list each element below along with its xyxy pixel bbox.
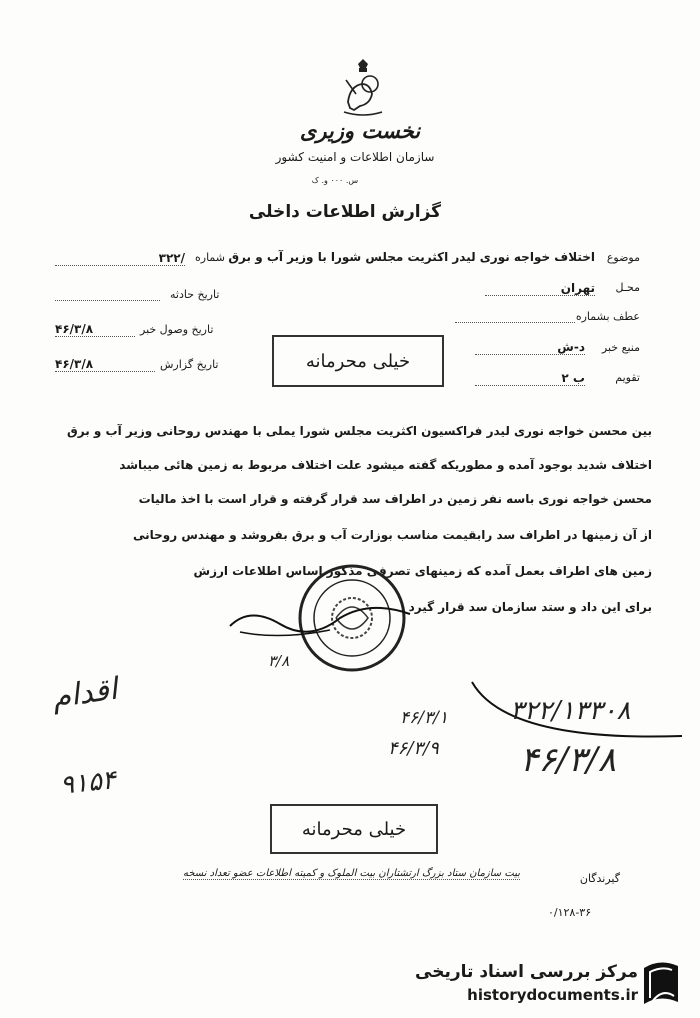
reference-label: عطف بشماره [575, 310, 640, 323]
number-value: ۳۲۲/ [55, 251, 185, 266]
lion-and-sun-crest-icon [340, 58, 386, 118]
recipients-label: گیرندگان [579, 872, 620, 885]
margin-note-top: اقدام [49, 671, 120, 716]
classification-stamp-bottom: خیلی محرمانه [270, 804, 438, 854]
margin-note-bottom: ۹۱۵۴ [58, 765, 118, 801]
subject-value: اختلاف خواجه نوری لیدر اکثریت مجلس شورا با وزیر آب و برق [228, 250, 595, 264]
report-date-value: ۴۶/۳/۸ [55, 357, 155, 372]
receipt-date-label: تاریخ وصول خبر [140, 323, 214, 336]
form-code: ۰/۱۲۸-۳۶ [548, 906, 592, 919]
org-subtitle: سازمان اطلاعات و امنیت کشور [275, 150, 435, 164]
org-title: نخست وزیری [299, 118, 421, 143]
receipt-date-value: ۴۶/۳/۸ [55, 322, 135, 337]
reference-value-line [455, 322, 575, 323]
subject-label: موضوع [606, 251, 640, 264]
location-value: تهران [485, 281, 595, 296]
date-small-top: ۴۶/۳/۱ [400, 708, 448, 728]
signature-scribble [220, 596, 420, 646]
body-line: برای این داد و ستد سازمان سد قرار گیرد [408, 600, 652, 614]
brand-url: historydocuments.ir [467, 986, 638, 1004]
number-label: شماره [195, 251, 226, 264]
archive-number: ۳۲۲/۱۳۳۰۸ [510, 696, 631, 726]
date-small-bottom: ۴۶/۳/۹ [388, 738, 439, 759]
body-line: محسن خواجه نوری باسه نفر زمین در اطراف سد قرار گرفته و قرار است با اخذ مالیات [138, 492, 652, 506]
recipients-text: بیت سازمان ستاد بزرگ ارتشتاران بیت الملوک و کمیته اطلاعات عضو تعداد نسخه [182, 868, 520, 879]
location-label: محـل [615, 281, 640, 294]
rating-value: ب ۲ [475, 371, 585, 386]
body-line: بین محسن خواجه نوری لیدر فراکسیون اکثریت مجلس شورا یملی با مهندس روحانی وزیر آب و برق [67, 424, 652, 438]
body-line: زمین های اطراف بعمل آمده که زمینهای تصرفی مذکور اساس اطلاعات ارزش [193, 564, 652, 578]
classification-stamp: خیلی محرمانه [272, 335, 444, 387]
body-line: از آن زمینها در اطراف سد رابقیمت مناسب بوزارت آب و برق بفروشد و مهندس روحانی [133, 528, 652, 542]
source-value: د-ش [475, 340, 585, 355]
rating-label: تقویم [615, 371, 640, 384]
date-large: ۴۶/۳/۸ [520, 740, 616, 780]
org-code: س. ۰۰۰ و. ک [311, 176, 359, 185]
report-date-label: تاریخ گزارش [160, 358, 219, 371]
history-documents-logo-icon [640, 958, 682, 1010]
incident-date-label: تاریخ حادثه [170, 288, 220, 301]
brand-name: مرکز بررسی اسناد تاریخی [415, 962, 638, 982]
body-line: اختلاف شدید بوجود آمده و مطوریکه گفته میشود علت اختلاف مربوط به زمین هائی میباشد [119, 458, 652, 472]
incident-date-line [55, 300, 160, 301]
seal-initials: ۳/۸ [268, 652, 290, 670]
report-title: گزارش اطلاعات داخلی [248, 202, 442, 222]
source-label: منبع خبر [601, 341, 640, 354]
